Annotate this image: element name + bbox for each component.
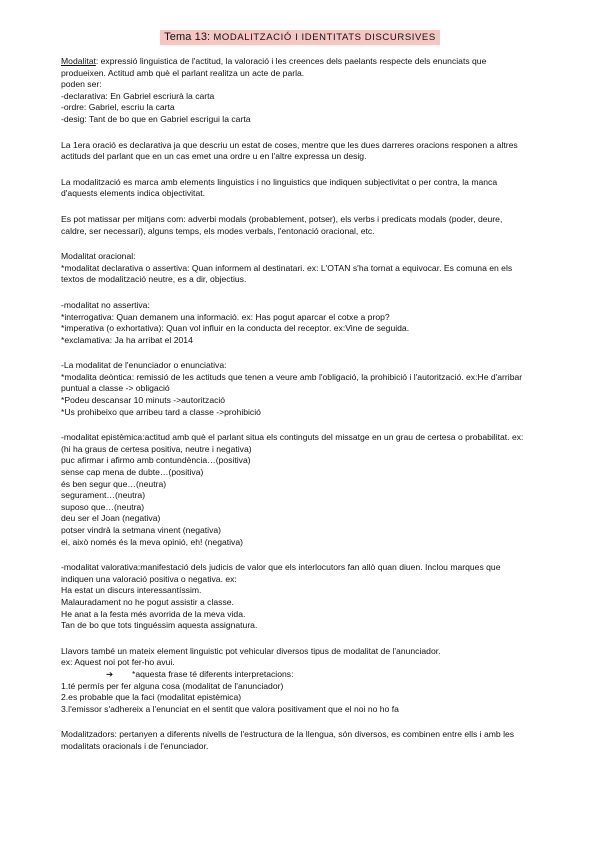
text-line: segurament…(neutra) <box>61 490 146 501</box>
text-line: deu ser el Joan (negativa) <box>61 513 161 524</box>
paragraph-no-assertiva <box>61 300 550 346</box>
text-line: *Us prohibeixo que arribeu tard a classe ->prohibició <box>61 406 261 417</box>
text-line: caldre, ser necessari), alguns temps, els modes verbals, l'entonació oracional, etc. <box>61 225 375 236</box>
text-line: suposo que…(neutra) <box>61 501 145 512</box>
page-title <box>160 30 440 45</box>
text-line: La modalització es marca amb elements linguistics i no linguistics que indiquen subjectivitat o per contra, la manca <box>61 176 498 187</box>
text-line: 2.es probable que la faci (modalitat epistèmica) <box>61 692 242 703</box>
text-line: *Podeu descansar 10 minuts ->autorització <box>61 395 226 406</box>
text-line: *exclamativa: Ja ha arribat el 2014 <box>61 334 193 345</box>
text-line: ei, això només és la meva opinió, eh! (negativa) <box>61 536 244 547</box>
paragraph-valorativa <box>61 562 550 632</box>
arrow-right-icon: ➔ <box>106 668 114 679</box>
text-line: puntual a classe -> obligació <box>61 383 170 394</box>
text-line: *interrogativa: Quan demanem una informació. ex: Has pogut aparcar el cotxe a prop? <box>61 311 390 322</box>
text-line: He anat a la festa més avorrida de la meva vida. <box>61 608 246 619</box>
text-line: indiquen una valoració positiva o negativa. ex: <box>61 573 237 584</box>
text-line: Malauradament no he pogut assistir a classe. <box>61 596 234 607</box>
title-prefix: Tema 13: <box>164 31 211 43</box>
text-line: Tan de bo que tots tinguéssim aquesta assignatura. <box>61 620 258 631</box>
text-line: puc afirmar i afirmo amb contundència…(positiva) <box>61 455 251 466</box>
text-line: -desig: Tant de bo que en Gabriel escrigui la carta <box>61 113 251 124</box>
paragraph-enunciativa <box>61 360 550 418</box>
term-modalitat: Modalitat <box>61 56 96 66</box>
text-line: -modalitat no assertiva: <box>61 299 150 310</box>
text-line: Llavors també un mateix element linguistic pot vehicular diversos tipus de modalitat de l'anunciador. <box>61 645 441 656</box>
paragraph-epistemica <box>61 432 550 548</box>
text-line: potser vindrà la setmana vinent (negativa) <box>61 525 222 535</box>
title-bar <box>0 27 600 45</box>
text-line: ➔ *aquesta frase té diferents interpretacions: <box>106 668 294 679</box>
paragraph-matissar <box>61 214 550 237</box>
paragraph-modalitat <box>61 56 550 126</box>
text-line: Modalitzadors: pertanyen a diferents nivells de l'estructura de la llengua, són diversos, es combinen entre ells i amb les <box>61 729 515 740</box>
text-line: *modalita deòntica: remissió de les actituds que tenen a veure amb l'obligació, la prohibició i l'autorització. ex:He d'arribar <box>61 371 523 382</box>
text-line: textos de modalització neutre, es a dir, objectius. <box>61 274 247 285</box>
text-line: produeixen. Actitud amb què el parlant realitza un acte de parla. <box>61 67 305 78</box>
text-line: Modalitat oracional: <box>61 251 136 262</box>
text-line: d'aquests elements indica objectivitat. <box>61 188 205 199</box>
text-line: 1.té permís per fer alguna cosa (modalitat de l'anunciador) <box>61 680 284 691</box>
text-line: és ben segur que…(neutra) <box>61 478 167 489</box>
text-line: *modalitat declarativa o assertiva: Quan informem al destinatari. ex: L'OTAN s'ha tornat a equivocar. Es comuna en els <box>61 262 513 273</box>
text-line: La 1era oració es declarativa ja que descriu un estat de coses, mentre que les dues darreres oracions responen a altres <box>61 139 518 150</box>
text-line: -modalitat epistèmica:actitud amb què el parlant situa els continguts del missatge en un grau de certesa o probabilitat. ex: <box>61 432 524 443</box>
text-line: -ordre: Gabriel, escriu la carta <box>61 102 175 113</box>
text-line: (hi ha graus de certesa positiva, neutre i negativa) <box>61 443 252 454</box>
text-line: actituds del parlant que en un cas emet una ordre u en l'altre expressa un desig. <box>61 151 367 162</box>
text-line: poden ser: <box>61 79 102 90</box>
text-line: -modalitat valorativa:manifestació dels judicis de valor que els interlocutors fan allò quan diuen. Inclou marques que <box>61 562 501 573</box>
text-line: Modalitat: expressió linguistica de l'actitud, la valoració i les creences dels paelants respecte dels enunciats que <box>61 56 487 66</box>
paragraph-modalitzadors <box>61 729 550 752</box>
text-line: 3.l'emissor s'adhereix a l'enunciat en el sentit que valora positivament que el noi no ho fa <box>61 703 399 714</box>
text-line: modalitats oracionals i de l'enunciador. <box>61 740 209 751</box>
text-line: Ha estat un discurs interessantíssim. <box>61 585 202 596</box>
document-body <box>61 56 550 767</box>
text-line: sense cap mena de dubte…(positiva) <box>61 467 204 478</box>
text-line: Es pot matissar per mitjans com: adverbi modals (probablement, potser), els verbs i predicats modals (poder, deure, <box>61 213 503 224</box>
paragraph-modalitzacio <box>61 177 550 200</box>
text-line: -La modalitat de l'enunciador o enunciativa: <box>61 360 227 371</box>
text-line: *imperativa (o exhortativa): Quan vol influir en la conducta del receptor. ex:Vine de seguida. <box>61 323 410 334</box>
title-text: MODALITZACIÓ I IDENTITATS DISCURSIVES <box>213 32 436 43</box>
paragraph-llavors <box>61 646 550 716</box>
paragraph-oracio <box>61 140 550 163</box>
paragraph-modalitat-oracional <box>61 251 550 286</box>
text-line: -declarativa: En Gabriel escriurà la carta <box>61 90 215 101</box>
text-line: ex: Aquest noi pot fer-ho avui. <box>61 657 175 668</box>
